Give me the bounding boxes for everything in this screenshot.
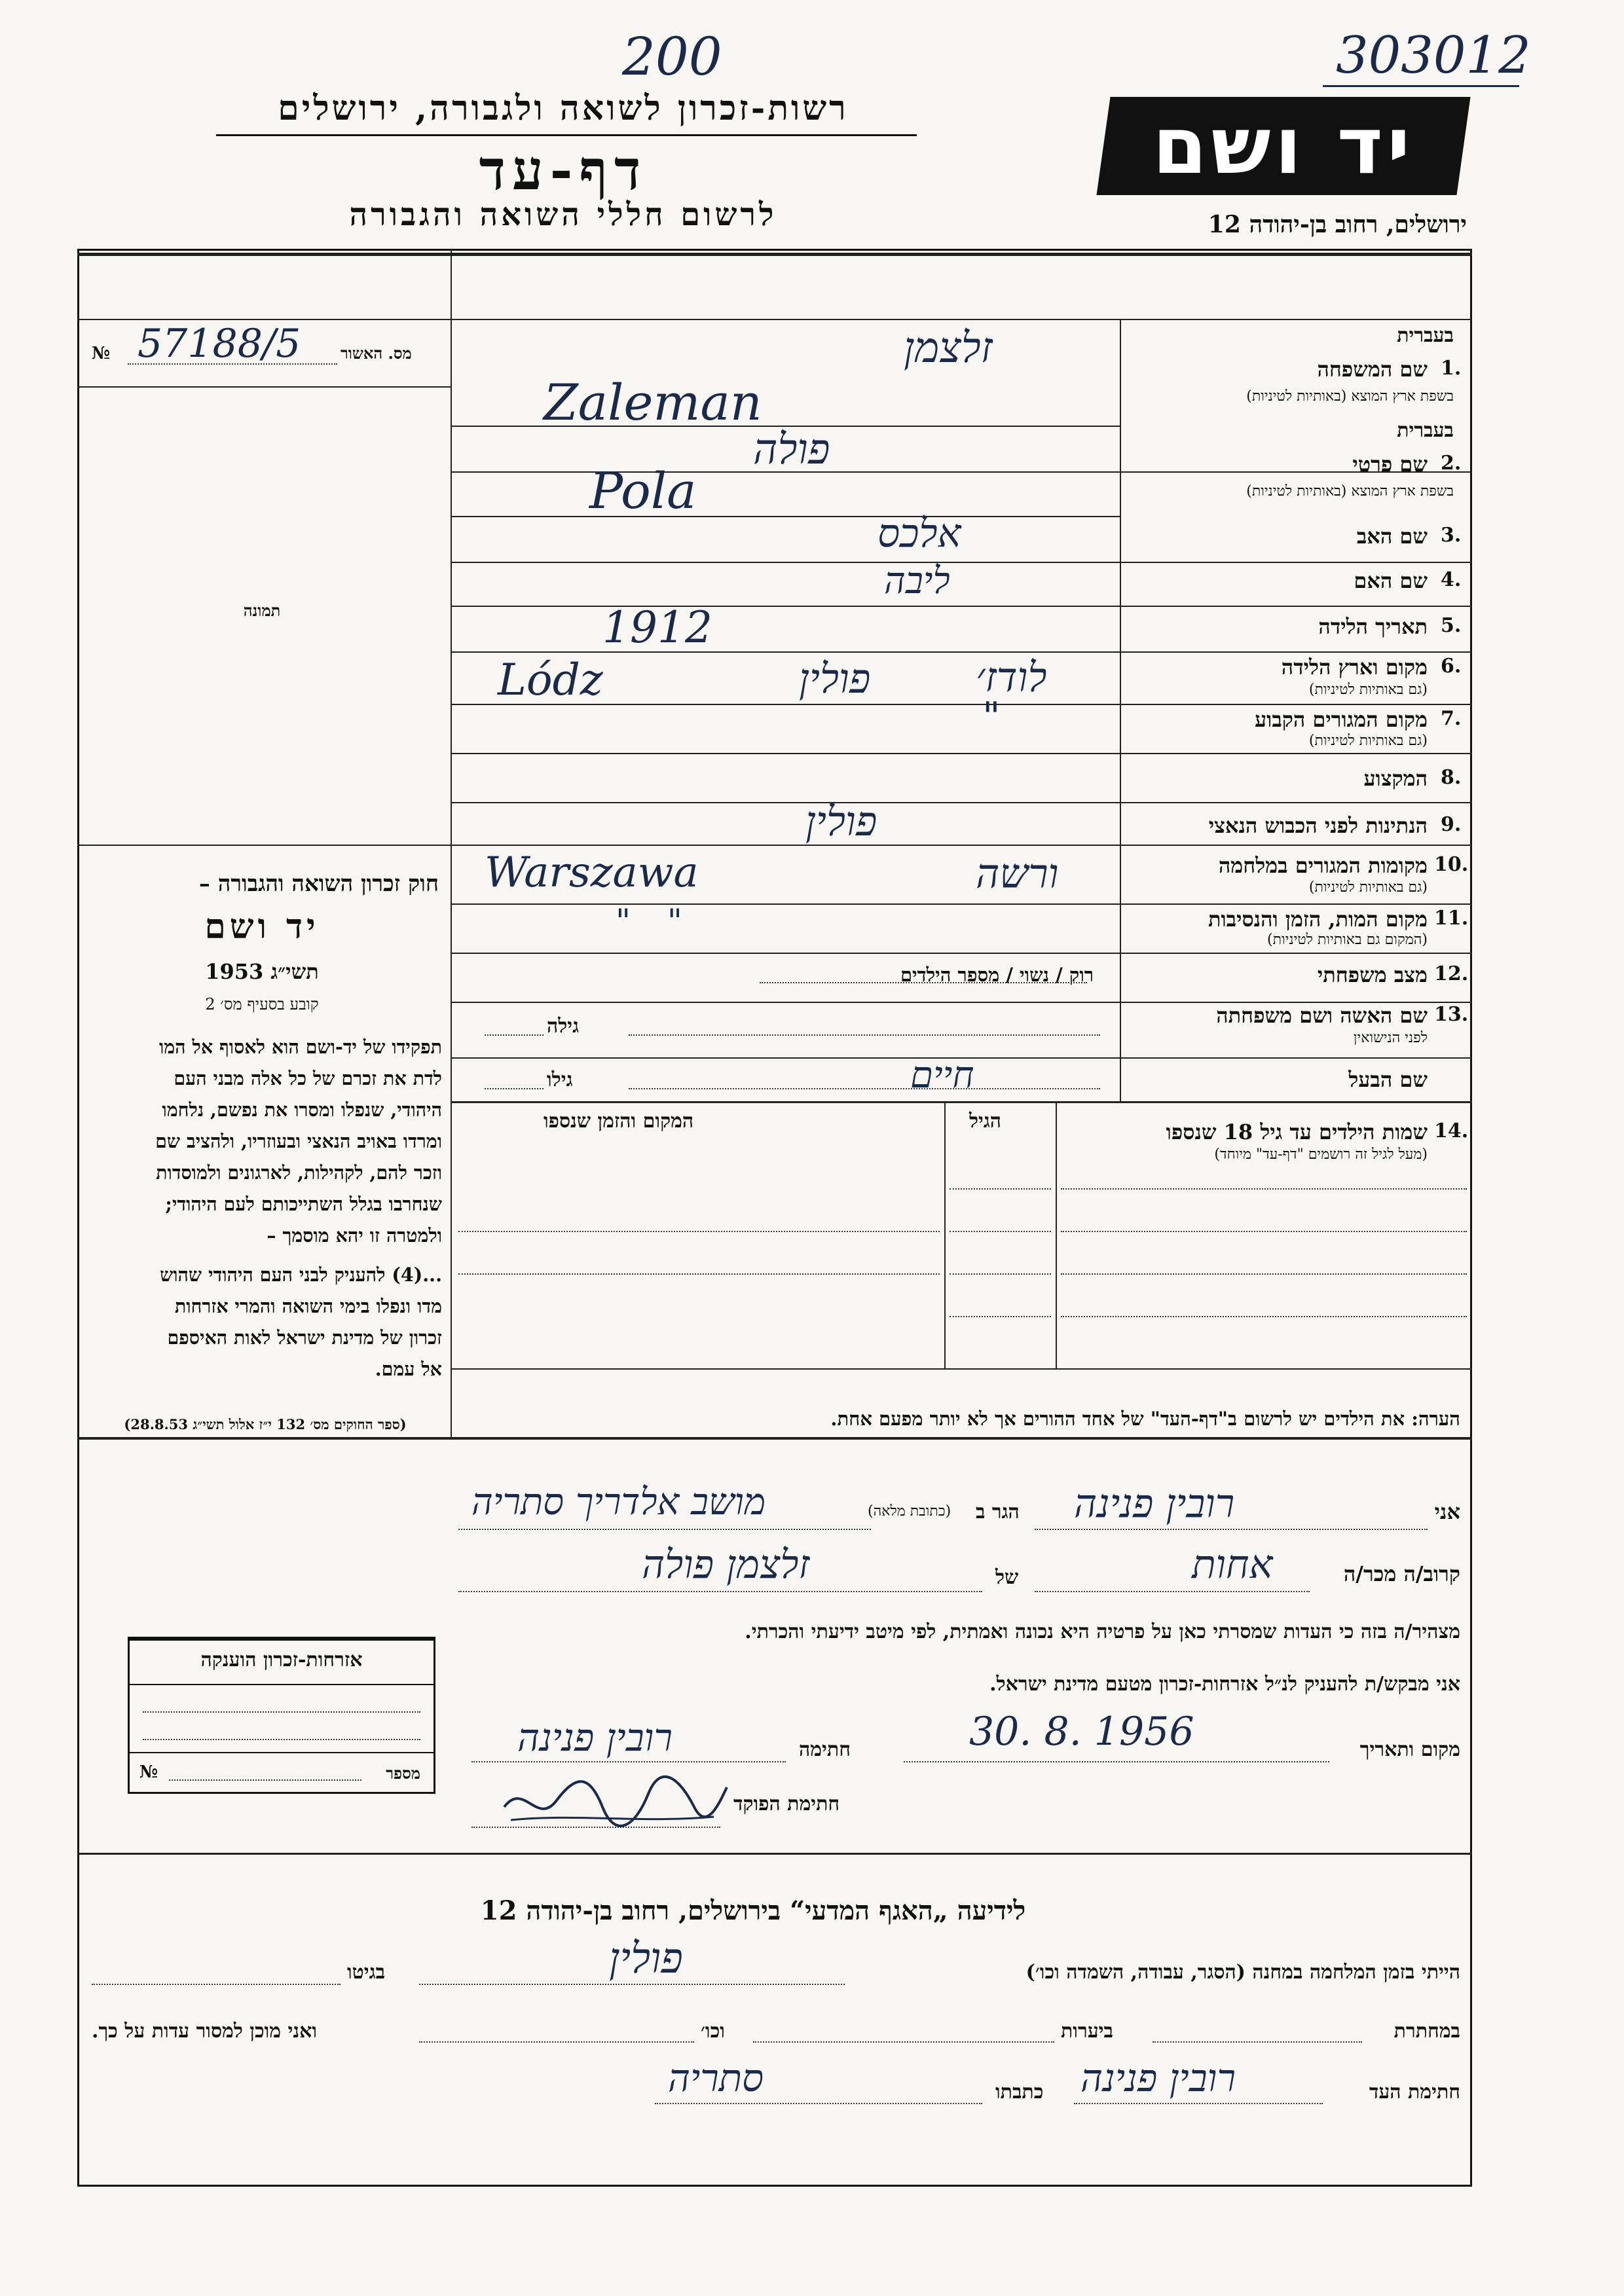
- info-partisans-label: במחתרת: [1393, 2020, 1460, 2043]
- declaration-signature[interactable]: רובין פנינה: [517, 1715, 673, 1760]
- field-7-value[interactable]: ": [982, 694, 1001, 740]
- witness-signature-label: חתימת העד: [1369, 2081, 1460, 2104]
- info-forests-line: [753, 2041, 1054, 2043]
- field-13-age-line: [485, 1034, 544, 1036]
- law-year: תשי״ג 1953: [205, 959, 319, 984]
- info-line1-line: [419, 1984, 845, 1985]
- law-name: יד ושם: [204, 907, 320, 947]
- declaration-relation[interactable]: אחות: [1192, 1542, 1273, 1588]
- citizenship-box-line: [143, 1711, 420, 1713]
- field-1-hebrew-caption: בעברית: [1397, 324, 1454, 347]
- declaration-relation-line: [1035, 1591, 1310, 1592]
- field-2-label: שם פרטי: [1352, 452, 1428, 477]
- info-title: לידיעה „האגף המדעי“ בירושלים, רחוב בן-יהודה 12: [480, 1895, 1026, 1926]
- declaration-address-hint: (כתובת מלאה): [868, 1503, 951, 1520]
- field-12-number: 12.: [1434, 962, 1469, 985]
- field-1-label: שם המשפחה: [1317, 357, 1428, 382]
- citizenship-number-line: [169, 1779, 361, 1781]
- info-ready-label: ואני מוכן למסור עדות על כך.: [92, 2020, 318, 2043]
- declaration-date[interactable]: 30. 8. 1956: [969, 1709, 1194, 1755]
- field-6-sub: (גם באותיות לטיניות): [1308, 682, 1428, 698]
- field-13-sub: לפני הנישואין: [1353, 1030, 1428, 1046]
- field-10-number: 10.: [1434, 853, 1469, 876]
- place-date-label: מקום ותאריך: [1359, 1738, 1460, 1761]
- field-7-sub: (גם באותיות לטיניות): [1308, 733, 1428, 749]
- field-5-value[interactable]: 1912: [602, 602, 712, 653]
- info-etc-line: [419, 2041, 694, 2043]
- officer-signature: [498, 1768, 733, 1833]
- law-text-line: זכרון של מדינת ישראל לאות האיספם: [167, 1326, 442, 1349]
- law-text-line: אל עמם.: [375, 1358, 442, 1380]
- law-text-line: לדת את זכרם של כל אלה מבני העם: [174, 1067, 442, 1089]
- law-text-line: מדו ונפלו בימי השואה והמרי אזרחות: [174, 1295, 442, 1317]
- handwritten-top-number: 200: [622, 26, 722, 87]
- field-2-sub: בשפת ארץ המוצא (באותיות לטיניות): [1246, 483, 1454, 500]
- husband-label: שם הבעל: [1348, 1067, 1428, 1092]
- field-13-age-label: גילה: [547, 1015, 580, 1038]
- signature-line: [471, 1761, 786, 1762]
- date-line: [904, 1761, 1329, 1762]
- husband-name-line: [629, 1088, 1100, 1089]
- field-4-label: שם האם: [1354, 568, 1428, 593]
- citizenship-box-divider: [130, 1752, 434, 1753]
- law-text-line: ...(4) להעניק לבני העם היהודי שהוש: [160, 1264, 442, 1286]
- field-12-line: [760, 982, 1087, 983]
- officer-signature-label: חתימת הפוקד: [733, 1793, 840, 1815]
- info-partisans-line: [1153, 2041, 1362, 2043]
- children-row-line: [1061, 1316, 1467, 1317]
- field-1-value-hebrew[interactable]: זלצמן: [904, 324, 993, 373]
- children-note: הערה: את הילדים יש לרשום ב"דף-העד" של אחד ההורים אך לא יותר מפעם אחת.: [830, 1408, 1460, 1430]
- citizenship-no-symbol: №: [139, 1762, 158, 1782]
- law-text-line: ומרדו באויב הנאצי ובעוזריו, ולהציב שם: [155, 1130, 442, 1152]
- field-8-number: 8.: [1441, 766, 1462, 789]
- field-3-label: שם האב: [1356, 524, 1428, 549]
- info-ghetto-line: [92, 1984, 341, 1985]
- field-6-value-latin[interactable]: Lódz: [498, 655, 603, 705]
- field-4-value[interactable]: ליבה: [884, 560, 950, 602]
- field-2-number: 2.: [1441, 452, 1462, 475]
- yad-vashem-logo: [1096, 97, 1470, 195]
- field-7-label: מקום המגורים הקבוע: [1255, 707, 1428, 732]
- field-5-number: 5.: [1441, 614, 1462, 637]
- label-column-divider: [1120, 319, 1121, 1101]
- field-11-sub: (המקום גם באותיות לטיניות): [1267, 932, 1428, 948]
- cert-number: 57188/5: [138, 321, 301, 367]
- info-line1-value[interactable]: פולין: [609, 1935, 683, 1983]
- children-sub: (מעל לגיל זה רושמים "דף-עד" מיוחד): [1214, 1146, 1428, 1163]
- field-10-sub: (גם באותיות לטיניות): [1308, 879, 1428, 896]
- declaration-address-line: [458, 1529, 871, 1530]
- cert-label: מס. האשור: [341, 344, 412, 363]
- field-2-value-hebrew[interactable]: פולה: [753, 426, 830, 474]
- field-12-label: מצב משפחתי: [1317, 962, 1428, 987]
- photo-label: תמונה: [243, 601, 281, 620]
- law-text-line: היהודי, שנפלו ומסרו את נפשם, נלחמו: [162, 1099, 442, 1121]
- witness-address-label: כתבתו: [995, 2081, 1044, 2104]
- field-12-options[interactable]: רוק / נשוי / מספר הילדים: [900, 964, 1094, 986]
- husband-name[interactable]: חיים: [910, 1054, 974, 1097]
- info-etc-label: וכו׳: [701, 2020, 725, 2043]
- officer-signature-scribble: [498, 1768, 733, 1833]
- field-10-value-latin[interactable]: Warszawa: [485, 848, 699, 897]
- law-text-line: תפקידו של יד-ושם הוא לאסוף אל המו: [158, 1036, 442, 1058]
- children-row-line: [458, 1231, 940, 1232]
- field-11-value[interactable]: " ": [616, 902, 695, 940]
- husband-age-label: גילו: [547, 1068, 573, 1091]
- info-line1-label: הייתי בזמן המלחמה במחנה (הסגר, עבודה, השמדה וכו׳): [1025, 1961, 1460, 1984]
- witness-signature-line: [1074, 2103, 1323, 2104]
- declaration-resides-label: הגר ב: [976, 1501, 1020, 1523]
- cert-no-symbol: №: [92, 344, 111, 363]
- field-11-label: מקום המות, הזמן והנסיבות: [1208, 907, 1428, 932]
- declaration-relative-label: קרוב/ה מכר/ה: [1343, 1561, 1460, 1586]
- citizenship-box-divider: [130, 1684, 434, 1685]
- law-text-line: וזכר להם, לקהילות, לארגונים ולמוסדות: [156, 1161, 442, 1184]
- field-8-label: המקצוע: [1363, 766, 1428, 791]
- citizenship-box-line: [143, 1739, 420, 1740]
- children-col-age: הגיל: [969, 1110, 1002, 1133]
- field-6-number: 6.: [1441, 655, 1462, 678]
- citizenship-box: [128, 1637, 435, 1794]
- archive-number: 303012: [1336, 26, 1531, 85]
- field-2-hebrew-caption: בעברית: [1397, 419, 1454, 442]
- field-13-number: 13.: [1434, 1003, 1469, 1026]
- field-9-label: הנתינות לפני הכבוש הנאצי: [1208, 813, 1428, 838]
- field-6-value-country[interactable]: פולין: [799, 655, 871, 702]
- field-6-value-city[interactable]: לודז׳: [976, 653, 1047, 701]
- info-forests-label: ביערות: [1061, 2020, 1114, 2043]
- field-5-label: תאריך הלידה: [1318, 614, 1428, 639]
- signature-label: חתימה: [799, 1738, 851, 1761]
- law-title: חוק זכרון השואה והגבורה –: [198, 871, 439, 897]
- declaration-name[interactable]: רובין פנינה: [1074, 1481, 1235, 1527]
- authority-underline: [216, 134, 917, 136]
- field-1-sub: בשפת ארץ המוצא (באותיות לטיניות): [1246, 388, 1454, 405]
- field-13-name-line: [629, 1034, 1100, 1036]
- children-row-line: [950, 1188, 1051, 1190]
- citizenship-box-title: אזרחות-זכרון הוענקה: [200, 1649, 363, 1671]
- declaration-name-line: [1035, 1529, 1428, 1530]
- declaration-of-label: של: [995, 1566, 1019, 1589]
- law-text: [85, 1031, 442, 1385]
- children-row-line: [950, 1231, 1051, 1232]
- field-2-value-latin[interactable]: Pola: [589, 462, 697, 520]
- children-row-line: [458, 1273, 940, 1275]
- children-row-line: [1061, 1273, 1467, 1275]
- field-9-number: 9.: [1441, 813, 1462, 836]
- field-4-number: 4.: [1441, 568, 1462, 591]
- archive-number-underline: [1323, 85, 1519, 87]
- children-row-line: [950, 1316, 1051, 1317]
- children-row-line: [1061, 1231, 1467, 1232]
- field-3-number: 3.: [1441, 524, 1462, 547]
- declaration-of-line: [458, 1591, 982, 1592]
- children-row-line: [1061, 1188, 1467, 1190]
- field-1-value-latin[interactable]: Zaleman: [544, 373, 762, 431]
- children-col-place: המקום והזמן שנספו: [544, 1110, 694, 1133]
- authority-name: רשות-זכרון לשואה ולגבורה, ירושלים: [278, 88, 849, 128]
- witness-address[interactable]: סתריה: [668, 2056, 764, 2100]
- info-ghetto-label: בגיטו: [347, 1961, 386, 1984]
- law-text-line: ולמטרה זו יהא מוסמך –: [267, 1224, 442, 1247]
- citizenship-number-label: מספר: [386, 1764, 420, 1783]
- field-7-number: 7.: [1441, 707, 1462, 730]
- address: ירושלים, רחוב בן-יהודה 12: [1208, 211, 1467, 238]
- field-11-number: 11.: [1434, 907, 1469, 930]
- declaration-request: אני מבקש/ת להעניק לנ״ל אזרחות-זכרון מטעם מדינת ישראל.: [989, 1673, 1460, 1696]
- logo-text: יד ושם: [1153, 100, 1414, 192]
- officer-line: [471, 1827, 720, 1828]
- declaration-of-name[interactable]: זלצמן פולה: [642, 1542, 810, 1588]
- children-row-line: [950, 1273, 1051, 1275]
- husband-age-line: [485, 1088, 544, 1089]
- field-3-value[interactable]: אלכס: [877, 511, 961, 556]
- witness-signature[interactable]: רובין פנינה: [1080, 2056, 1236, 2100]
- form-title: דף-עד: [479, 137, 648, 202]
- law-clause: קובע בסעיף מס׳ 2: [205, 995, 319, 1013]
- left-column-divider: [451, 249, 452, 1437]
- form-subtitle: לרשום חללי השואה והגבורה: [349, 196, 777, 233]
- declaration-address[interactable]: מושב אלדריך סתריה: [471, 1481, 766, 1523]
- field-9-value[interactable]: פולין: [805, 797, 877, 845]
- witness-address-line: [655, 2103, 982, 2104]
- field-6-label: מקום וארץ הלידה: [1281, 655, 1428, 680]
- field-10-label: מקומות המגורים במלחמה: [1218, 853, 1428, 878]
- field-1-number: 1.: [1441, 357, 1462, 380]
- law-text-line: שנחרבו בגלל השתייכותם לעם היהודי;: [165, 1193, 442, 1215]
- children-label: שמות הילדים עד גיל 18 שנספו: [1166, 1120, 1428, 1144]
- declaration-i-label: אני: [1434, 1499, 1460, 1524]
- declaration-statement: מצהיר/ה בזה כי העדות שמסרתי כאן על פרטיה היא נכונה ואמתית, לפי מיטב ידיעתי והכרתי.: [745, 1620, 1460, 1643]
- law-reference: (ספר החוקים מס׳ 132 י״ז אלול תשי״ג 28.8.53): [124, 1416, 407, 1432]
- field-13-label: שם האשה ושם משפחתה: [1216, 1003, 1428, 1028]
- field-10-value-hebrew[interactable]: ורשה: [976, 850, 1059, 898]
- children-number: 14.: [1434, 1120, 1469, 1142]
